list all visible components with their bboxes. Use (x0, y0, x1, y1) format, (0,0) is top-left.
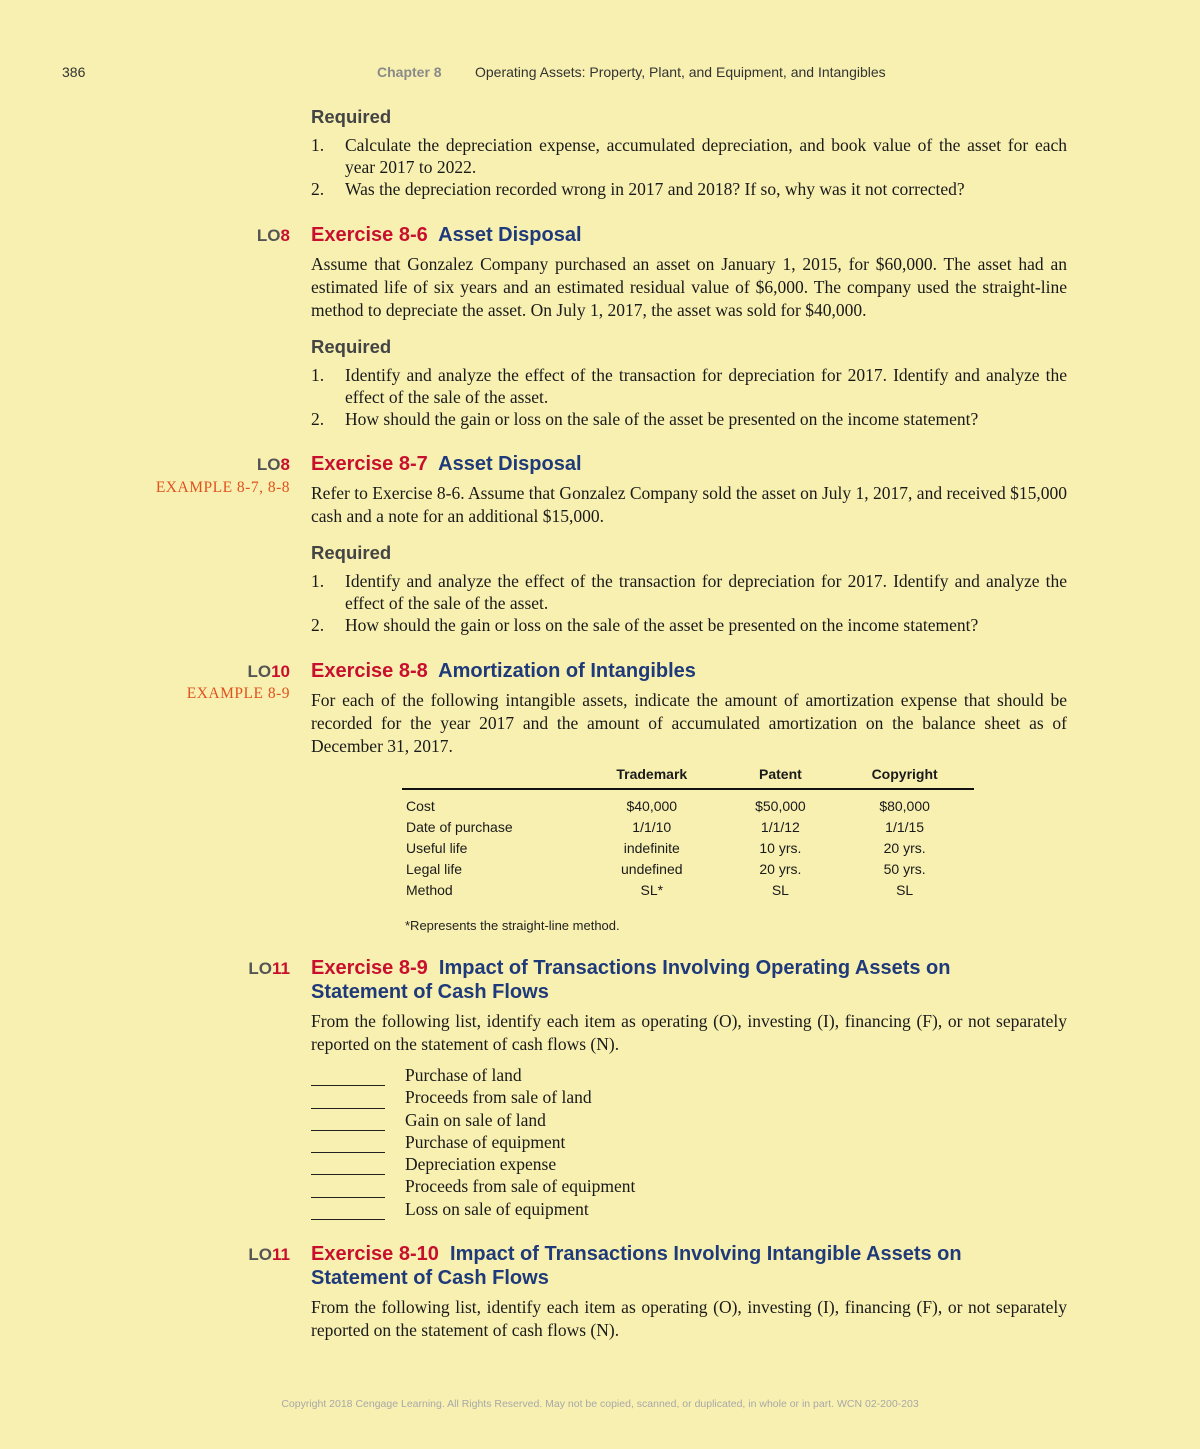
exercise-title: Impact of Transactions Involving Intangible Assets on Statement of Cash Flows (311, 1243, 962, 1289)
page-number: 386 (62, 64, 86, 80)
answer-blank[interactable] (311, 1203, 385, 1220)
required-list (311, 364, 1067, 430)
exercise-heading-ex810 (311, 1242, 1051, 1290)
column-header: Patent (726, 764, 836, 789)
exercise-heading-ex89 (311, 956, 1051, 1004)
exercise-text: For each of the following intangible assets, indicate the amount of amortization expense that should be recorded for the year 2017 and the amount of accumulated amortization on the balance sheet as of December 31, 2017. (311, 690, 1067, 756)
list-item: Proceeds from sale of equipment (311, 1175, 635, 1197)
exercise-number: Exercise 8-6 (311, 224, 428, 246)
list-item: 2. How should the gain or loss on the sale of the asset be presented on the income statement? (311, 409, 979, 429)
table-row: Legal life undefined 20 yrs. 50 yrs. (406, 861, 926, 877)
required-list (311, 134, 1067, 200)
example-reference-ex88: EXAMPLE 8-9 (186, 685, 290, 702)
exercise-title: Impact of Transactions Involving Operating Assets on Statement of Cash Flows (311, 957, 951, 1003)
copyright-notice: Copyright 2018 Cengage Learning. All Rights Reserved. May not be copied, scanned, or duplicated, in whole or in part. WCN 02-200-203 (281, 1398, 919, 1410)
list-item: 1. Identify and analyze the effect of the transaction for depreciation for 2017. Identify and analyze the effect of the sale of the asset. (311, 365, 1067, 407)
exercise-body-ex810 (311, 1296, 1067, 1342)
required-heading: Required (311, 542, 392, 563)
exercise-title: Asset Disposal (438, 453, 582, 475)
required-list (311, 570, 1067, 636)
chapter-title: Operating Assets: Property, Plant, and Equipment, and Intangibles (475, 64, 886, 80)
exercise-body-ex88 (311, 689, 1067, 758)
learning-objective-ex87: LO8 (256, 455, 290, 474)
list-item: Gain on sale of land (311, 1109, 635, 1131)
column-header: Copyright (835, 764, 974, 789)
answer-blank[interactable] (311, 1092, 385, 1109)
exercise-title: Amortization of Intangibles (438, 660, 696, 682)
table-header-row (402, 764, 974, 789)
list-item: Proceeds from sale of land (311, 1086, 635, 1108)
exercise-title: Asset Disposal (438, 224, 582, 246)
classification-list (311, 1064, 635, 1220)
answer-blank[interactable] (311, 1158, 385, 1175)
exercise-heading-ex88 (311, 659, 1071, 683)
exercise-text: Refer to Exercise 8-6. Assume that Gonzalez Company sold the asset on July 1, 2017, and received $15,000 cash and a note for an additional $15,000. (311, 483, 1067, 526)
list-item: Purchase of equipment (311, 1131, 635, 1153)
list-item: 1. Identify and analyze the effect of the transaction for depreciation for 2017. Identify and analyze the effect of the sale of the asset. (311, 571, 1067, 613)
exercise-text: From the following list, identify each item as operating (O), investing (I), financing (F), or not separately reported on the statement of cash flows (N). (311, 1297, 1067, 1340)
list-item: 1. Calculate the depreciation expense, accumulated depreciation, and book value of the asset for each year 2017 to 2022. (311, 135, 1067, 177)
exercise-text: From the following list, identify each item as operating (O), investing (I), financing (F), or not separately reported on the statement of cash flows (N). (311, 1011, 1067, 1054)
exercise-body-ex87 (311, 482, 1067, 636)
exercise-number: Exercise 8-8 (311, 660, 428, 682)
table-row: Cost $40,000 $50,000 $80,000 (406, 798, 930, 814)
answer-blank[interactable] (311, 1136, 385, 1153)
learning-objective-ex88: LO10 (247, 662, 290, 681)
exercise-heading-ex86 (311, 223, 1071, 247)
required-block-prev (311, 106, 1067, 200)
learning-objective-ex89: LO11 (248, 959, 290, 978)
exercise-number: Exercise 8-7 (311, 453, 428, 475)
learning-objective-ex810: LO11 (248, 1245, 290, 1264)
intangibles-table (402, 764, 974, 901)
answer-blank[interactable] (311, 1181, 385, 1198)
chapter-label: Chapter 8 (377, 64, 442, 80)
table-row: Date of purchase 1/1/10 1/1/12 1/1/15 (406, 819, 925, 835)
exercise-heading-ex87 (311, 452, 1071, 476)
list-item: Depreciation expense (311, 1153, 635, 1175)
list-item: Loss on sale of equipment (311, 1198, 635, 1220)
table-row: Useful life indefinite 10 yrs. 20 yrs. (406, 840, 926, 856)
list-item: 2. How should the gain or loss on the sale of the asset be presented on the income statement? (311, 615, 979, 635)
learning-objective-ex86: LO8 (256, 226, 290, 245)
required-heading: Required (311, 106, 392, 127)
table-footnote: *Represents the straight-line method. (405, 918, 620, 933)
example-reference-ex87: EXAMPLE 8-7, 8-8 (155, 479, 290, 496)
exercise-number: Exercise 8-10 (311, 1243, 439, 1265)
answer-blank[interactable] (311, 1069, 385, 1086)
table-row: Method SL* SL SL (406, 882, 914, 898)
list-item: Purchase of land (311, 1064, 635, 1086)
list-item: 2. Was the depreciation recorded wrong in 2017 and 2018? If so, why was it not corrected? (311, 179, 965, 199)
exercise-body-ex89 (311, 1010, 1067, 1056)
exercise-body-ex86 (311, 253, 1067, 430)
exercise-number: Exercise 8-9 (311, 957, 428, 979)
required-heading: Required (311, 336, 392, 357)
exercise-text: Assume that Gonzalez Company purchased an asset on January 1, 2015, for $60,000. The asset had an estimated life of six years and an estimated residual value of $6,000. The company used the straight-line method to depreciate the asset. On July 1, 2017, the asset was sold for $40,000. (311, 254, 1067, 320)
column-header: Trademark (578, 764, 726, 789)
answer-blank[interactable] (311, 1114, 385, 1131)
